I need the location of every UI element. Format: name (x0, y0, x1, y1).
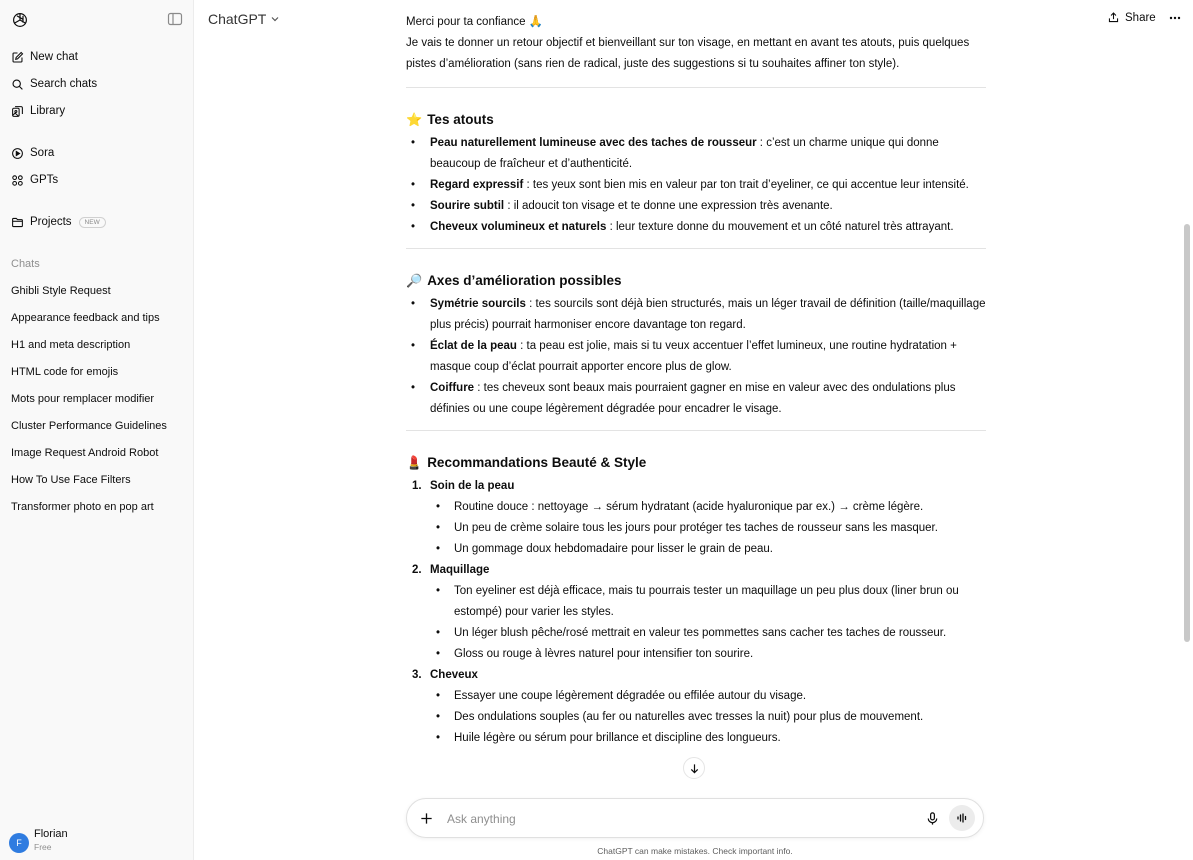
recommandations-list (406, 476, 986, 749)
gpts-button[interactable] (11, 170, 58, 190)
section-heading-atouts (406, 109, 986, 130)
section-heading-amelioration (406, 270, 986, 291)
item-text: : tes sourcils sont déjà bien structurés, mais un léger travail de définition (taille/maquillage plus précis) pourrait harmoniser encore davantage ton regard. (430, 298, 986, 331)
chats-section-label: Chats (11, 258, 40, 270)
sub-list (406, 497, 986, 560)
list-item (406, 196, 986, 217)
share-icon (1107, 11, 1120, 24)
sub-list-item: • Essayer une coupe légèrement dégradée ou effilée autour du visage. (406, 686, 986, 707)
assistant-message (406, 12, 986, 749)
item-text: : tes yeux sont bien mis en valeur par ton trait d’eyeliner, ce qui accentue leur intensité. (523, 179, 969, 191)
list-item (406, 378, 986, 420)
microphone-icon[interactable] (925, 811, 940, 826)
model-selector[interactable] (208, 11, 280, 27)
item-bold: Cheveux volumineux et naturels (430, 221, 607, 233)
magnifier-icon: 🔎 (406, 273, 423, 288)
item-bold: Sourire subtil (430, 200, 505, 212)
intro-paragraph: Je vais te donner un retour objectif et bienveillant sur ton visage, en mettant en avant tes atouts, puis quelques pistes d’amélioration (sans rien de radical, juste des suggestions si tu souhaites affiner ton style). (406, 37, 970, 70)
sub-list (406, 686, 986, 749)
item-text: : ta peau est jolie, mais si tu veux accentuer l’effet lumineux, une routine hydratation + masque coup d’éclat pourrait apporter encore plus de glow. (430, 340, 957, 373)
sub-list-item: • Un gommage doux hebdomadaire pour lisser le grain de peau. (406, 539, 986, 560)
section-title: Axes d’amélioration possibles (427, 273, 622, 288)
waveform-icon (956, 812, 968, 824)
section-heading-recommandations (406, 452, 986, 473)
new-chat-label: New chat (30, 51, 78, 63)
group-number: 1. (412, 480, 422, 492)
sub-list-item: • Huile légère ou sérum pour brillance et discipline des longueurs. (406, 728, 986, 749)
gpts-label: GPTs (30, 174, 59, 186)
more-options-icon[interactable] (1168, 11, 1182, 25)
amelioration-list (406, 294, 986, 420)
numbered-group (406, 560, 986, 665)
sub-list-item: • Des ondulations souples (au fer ou naturelles avec tresses la nuit) pour plus de mouvement. (406, 707, 986, 728)
disclaimer: ChatGPT can make mistakes. Check important info. (597, 846, 793, 856)
share-label: Share (1125, 11, 1156, 24)
chat-history-item[interactable]: Transformer photo en pop art (11, 501, 154, 513)
group-heading (406, 476, 986, 497)
chat-history-item[interactable]: How To Use Face Filters (11, 474, 131, 486)
search-icon (11, 78, 24, 91)
group-number: 3. (412, 669, 422, 681)
search-chats-button[interactable] (11, 74, 97, 94)
user-plan: Free (34, 842, 52, 852)
divider (406, 248, 986, 249)
section-title: Recommandations Beauté & Style (427, 455, 647, 470)
group-number: 2. (412, 564, 422, 576)
folder-icon (11, 216, 24, 229)
intro-line: Merci pour ta confiance 🙏 (406, 16, 544, 28)
edit-icon (11, 51, 24, 64)
list-item (406, 133, 986, 175)
chat-history-item[interactable]: Appearance feedback and tips (11, 312, 160, 324)
section-title: Tes atouts (427, 112, 494, 127)
sub-list (406, 581, 986, 665)
group-title: Cheveux (430, 669, 478, 681)
avatar: F (9, 833, 29, 853)
content-fade (406, 780, 986, 800)
chat-history-item[interactable]: Image Request Android Robot (11, 447, 159, 459)
model-name: ChatGPT (208, 11, 267, 27)
sub-list-item: • Un léger blush pêche/rosé mettrait en valeur tes pommettes sans cacher tes taches de rousseur. (406, 623, 986, 644)
lipstick-icon: 💄 (406, 455, 423, 470)
message-input[interactable]: Ask anything (447, 812, 516, 826)
item-bold: Regard expressif (430, 179, 524, 191)
chevron-down-icon (270, 14, 280, 24)
item-text: : c’est un charme unique qui donne beaucoup de fraîcheur et d’authenticité. (430, 137, 939, 170)
chat-history-item[interactable]: Cluster Performance Guidelines (11, 420, 167, 432)
library-label: Library (30, 105, 66, 117)
share-button[interactable] (1107, 11, 1156, 24)
projects-label: Projects (30, 216, 72, 228)
sub-list-item: • Ton eyeliner est déjà efficace, mais tu pourrais tester un maquillage un peu plus doux (liner brun ou estompé) pour varier les styles. (406, 581, 986, 623)
item-bold: Éclat de la peau (430, 340, 517, 352)
chat-history-item[interactable]: H1 and meta description (11, 339, 131, 351)
group-heading (406, 665, 986, 686)
sub-list-item: • Gloss ou rouge à lèvres naturel pour intensifier ton sourire. (406, 644, 986, 665)
chat-history-item[interactable]: HTML code for emojis (11, 366, 119, 378)
item-text: : tes cheveux sont beaux mais pourraient gagner en mise en valeur avec des ondulations plus définies ou une coupe légèrement dégradée pour encadrer le visage. (430, 382, 956, 415)
sidebar (0, 0, 194, 860)
voice-mode-button[interactable] (949, 805, 975, 831)
search-chats-label: Search chats (30, 78, 98, 90)
group-title: Maquillage (430, 564, 490, 576)
scroll-to-bottom-button[interactable] (683, 757, 705, 779)
atouts-list (406, 133, 986, 238)
item-bold: Coiffure (430, 382, 475, 394)
sora-button[interactable] (11, 143, 54, 163)
chat-history-item[interactable]: Mots pour remplacer modifier (11, 393, 155, 405)
numbered-group (406, 476, 986, 560)
item-bold: Symétrie sourcils (430, 298, 526, 310)
list-item (406, 217, 986, 238)
group-title: Soin de la peau (430, 480, 515, 492)
star-icon: ⭐ (406, 112, 423, 127)
sora-icon (11, 147, 24, 160)
list-item (406, 175, 986, 196)
composer[interactable] (406, 798, 984, 838)
numbered-group (406, 665, 986, 749)
item-text: : leur texture donne du mouvement et un côté naturel très attrayant. (606, 221, 954, 233)
divider (406, 430, 986, 431)
sub-list-item: • Un peu de crème solaire tous les jours pour protéger tes taches de rousseur sans les masquer. (406, 518, 986, 539)
chat-history-item[interactable]: Ghibli Style Request (11, 285, 111, 297)
new-badge: NEW (79, 217, 106, 228)
library-button[interactable] (11, 101, 65, 121)
divider (406, 87, 986, 88)
list-item (406, 294, 986, 336)
scrollbar-thumb[interactable] (1184, 224, 1190, 642)
plus-icon[interactable] (419, 811, 434, 826)
gpts-grid-icon (11, 174, 24, 187)
list-item (406, 336, 986, 378)
library-icon (11, 105, 24, 118)
item-bold: Peau naturellement lumineuse avec des taches de rousseur (430, 137, 757, 149)
sidebar-toggle-icon[interactable] (167, 11, 183, 27)
user-name: Florian (34, 828, 68, 840)
item-text: : il adoucit ton visage et te donne une expression très avenante. (504, 200, 833, 212)
sub-list-item: • Routine douce : nettoyage → sérum hydratant (acide hyaluronique par ex.) → crème légère. (406, 497, 986, 518)
sora-label: Sora (30, 147, 55, 159)
arrow-down-icon (689, 763, 700, 774)
projects-button[interactable] (11, 212, 106, 232)
user-account-button[interactable] (9, 827, 68, 853)
group-heading (406, 560, 986, 581)
new-chat-button[interactable] (11, 47, 78, 67)
openai-logo-icon[interactable] (11, 11, 29, 29)
